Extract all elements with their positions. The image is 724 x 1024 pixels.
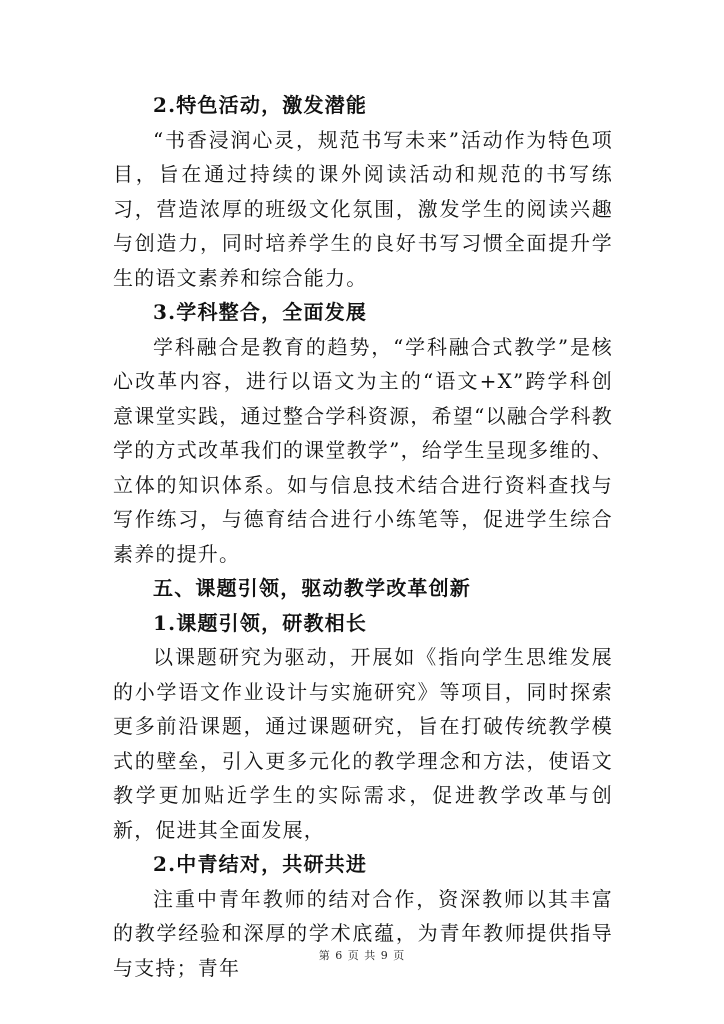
chapter-heading-research-leadership: 五、课题引领，驱动教学改革创新 <box>153 576 471 600</box>
paragraph-mentor-pairing: 注重中青年教师的结对合作，资深教师以其丰富的教学经验和深厚的学术底蕴，为青年教师提供指导与支持；青年 <box>113 886 613 980</box>
section-heading-research-teaching: 1.课题引领，研教相长 <box>153 610 368 635</box>
section-heading-special-activities: 2.特色活动，激发潜能 <box>153 93 368 117</box>
section-heading-mentor-pairing: 2.中青结对，共研共进 <box>153 852 368 876</box>
current-page-number: 6 <box>335 949 344 962</box>
section-heading-subject-integration: 3.学科整合，全面发展 <box>153 300 368 324</box>
paragraph-subject-integration: 学科融合是教育的趋势，“学科融合式教学”是核心改革内容，进行以语文为主的“语文+X”跨学科创意课堂实践，通过整合学科资源，希望“以融合学科教学的方式改革我们的课堂教学”，给学生呈现多维的、立体的知识体系。如与信息技术结合进行资料查找与写作练习，与德育结合进行小练笔等，促进学生综合素养的提升。 <box>113 334 613 566</box>
footer-middle: 页 共 <box>347 949 377 962</box>
paragraph-research-teaching: 以课题研究为驱动，开展如《指向学生思维发展的小学语文作业设计与实施研究》等项目，同时探索更多前沿课题，通过课题研究，旨在打破传统教学模式的壁垒，引入更多元化的教学理念和方法，使语文教学更加贴近学生的实际需求，促进教学改革与创新，促进其全面发展， <box>113 645 613 842</box>
total-page-number: 9 <box>380 949 389 962</box>
footer-prefix: 第 <box>318 949 331 962</box>
footer-suffix: 页 <box>393 949 406 962</box>
body-text <box>113 88 613 985</box>
paragraph-special-activities: “书香浸润心灵，规范书写未来”活动作为特色项目，旨在通过持续的课外阅读活动和规范的书写练习，营造浓厚的班级文化氛围，激发学生的阅读兴趣与创造力，同时培养学生的良好书写习惯全面提升学生的语文素养和综合能力。 <box>113 127 613 290</box>
page-footer <box>0 947 724 963</box>
